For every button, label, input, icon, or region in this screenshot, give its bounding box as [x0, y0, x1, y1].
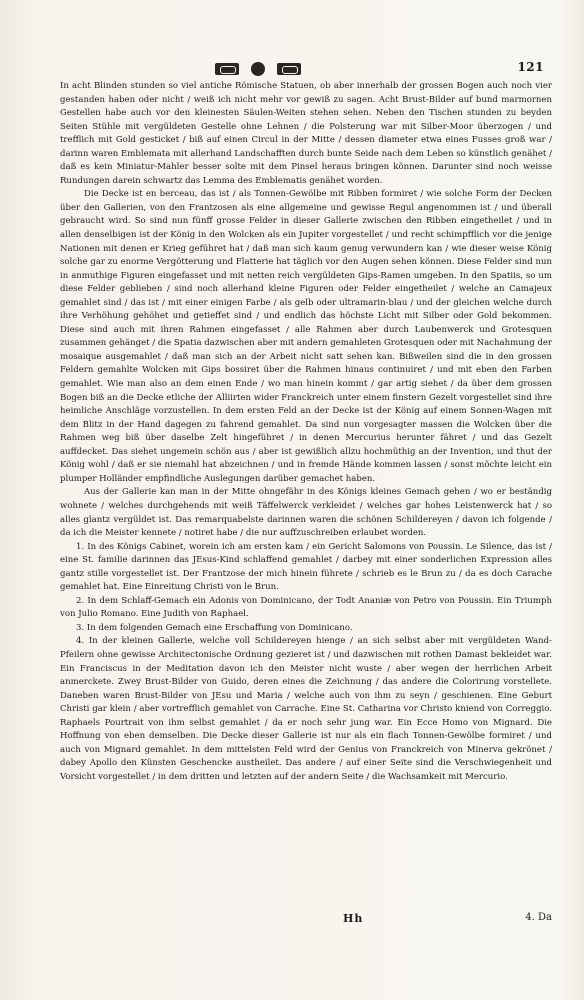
ornament-center-icon — [251, 62, 265, 76]
list-item: 3. In dem folgenden Gemach eine Erschaffung von Dominicano. — [76, 622, 353, 633]
paragraph: Aus der Gallerie kan man in der Mitte ohngefähr in des Königs kleines Gemach gehen / wo er beständig wohnete / welches durchgehends mit weiß Täffelwerck verkleidet / welches gar hohes Leistenwerck hat / so alles glantz vergüldet ist. Das remarquabelste darinnen waren die schönen Schildereyen / davon ich folgende / da ich die Meister kennete / notiret habe / die nur auffzuschreiben erlaubet worden. — [60, 487, 552, 539]
list-item: 4. In der kleinen Gallerie, welche voll Schildereyen hienge / an sich selbst aber mit vergüldeten Wand-Pfeilern ohne gewisse Architectonische Ordnung gezieret ist / und dazwischen mit rothen Damast bekleidet war. Ein Franciscus in der Meditation davon ich den Meister nicht wuste / aber wegen der herrlichen Arbeit anmerckete. Zwey Brust-Bilder von Guido, deren eines die Zeichnung / das andere die Colorirung vorstellete. Daneben waren Brust-Bilder von JEsu und Maria / welche auch von ihm zu seyn / geschienen. Eine Geburt Christi gar klein / aber vortrefflich gemahlet von Carrache. Eine St. Catharina vor Christo kniend von Correggio. Raphaels Pourtrait von ihm selbst gemahlet / da er noch sehr jung war. Ein Ecce Homo von Mignard. Die Hoffnung von eben demselben. Die Decke dieser Gallerie ist nur als ein flach Tonnen-Gewölbe formiret / und auch von Mignard gemahlet. In dem mittelsten Feld wird der Genius von Franckreich von Minerva gekrönet / dabey Apollo den Künsten Geschencke austheilet. Das andere / auf einer Seite sind die Verschwiegenheit und Vorsicht vorgestellet / in dem dritten und letzten auf der andern Seite / die Wachsamkeit mit Mercurio. — [60, 636, 552, 782]
body-text — [60, 80, 552, 784]
page-footer — [60, 912, 552, 928]
list-item: 1. In des Königs Cabinet, worein ich am ersten kam / ein Gericht Salomons von Poussin. Le Silence, das ist / eine St. familie darinnen das JEsus-Kind schlaffend gemahlet / darbey mit einer sonderlichen Expression alles gantz stille vorgestellet ist. Der Frantzose der mich hinein führete / schrieb es le Brun zu / da es doch Carache gemahlet hat. Eine Einreitung Christi von le Brun. — [60, 541, 552, 593]
list-item: 2. In dem Schlaff-Gemach ein Adonis von Dominicano, der Todt Ananiæ von Petro von Poussin. Ein Triumph von Julio Romano. Eine Judith von Raphael. — [60, 595, 552, 620]
page-number: 121 — [517, 60, 544, 74]
paragraph: Die Decke ist en berceau, das ist / als Tonnen-Gewölbe mit Ribben formiret / wie solche Form der Decken über den Gallerien, von den Frantzosen als eine allgemeine und gewisse Regul angenommen ist / und überall gebraucht wird. So sind nun fünff grosse Felder in dieser Gallerie zwischen den Ribben eingetheilet / und in allen denselbigen ist der König in den Wolcken als ein Jupiter vorgestellet / und recht schimpfflich vor die jenige Nationen mit denen er Krieg geführet hat / daß man sich kaum genug verwundern kan / wie dieser weise König solche gar zu enorme Vergötterung und Flatterie hat täglich vor den Augen sehen können. Diese Felder sind nun in anmuthige Figuren eingefasset und mit netten reich vergüldeten Gips-Ramen umgeben. In den Spatiis, so um diese Felder geblieben / sind noch allerhand kleine Figuren oder Felder eingetheilet / welche an Camajeux gemahlet sind / das ist / mit einer einigen Farbe / als gelb oder ultramarin-blau / und der gleichen welche durch ihre Verhöhung gehöhet und getieffet sind / und endlich das höchste Licht mit Silber oder Gold bekommen. Diese sind auch mit ihren Rahmen eingefasset / alle Rahmen aber durch Laubenwerck und Grotesquen zusammen gehänget / die Spatia dazwischen aber mit andern gemahleten Grotesquen oder mit Nachahmung der mosaique ausgemahlet / daß man sich an der Arbeit nicht satt sehen kan. Bißweilen sind die in den grossen Feldern gemahlte Wolcken mit Gips bossiret über die Rahmen hinaus continuiret / und mit eben den Farben gemahlet. Wie man also an dem einen Ende / wo man hinein kommt / gar artig siehet / da über dem grossen Bogen biß an die Decke etliche der Alliirten wider Franckreich unter einem finstern Gezelt vorgestellet sind ihre heimliche Anschläge vorzustellen. In dem ersten Feld an der Decke ist der König auf einem Sonnen-Wagen mit dem Blitz in der Hand dagegen zu fahrend gemahlet. Da sind nun vorgesagter massen die Wolcken über die Rahmen weg biß über daselbe Zelt hingeführet / in denen Mercurius herunter fähret / und das Gezelt auffdecket. Das siehet ungemein schön aus / aber ist gewißlich allzu hochmüthig an der Invention, und thut der König wohl / daß er sie niemahl hat abzeichnen / und in fremde Hände kommen lassen / sonst möchte leicht ein plumper Holländer empfindliche Auslegungen darüber gemachet haben. — [60, 189, 552, 484]
signature-mark: Hh — [343, 912, 364, 925]
catchword: 4. Da — [525, 912, 552, 923]
ornament-right-icon — [277, 63, 301, 75]
paragraph: In acht Blinden stunden so viel antiche Römische Statuen, ob aber innerhalb der grossen Bogen auch noch vier gestanden haben oder nicht / weiß ich nicht mehr vor gewiß zu sagen. Acht Brust-Bilder auf bund marmornen Gestellen habe auch vor den kleinesten Säulen-Weiten stehen sehen. Neben den Tischen stunden zu beyden Seiten Stühle mit vergüldeten Gestelle ohne Lehnen / die Polsterung war mit Silber-Moor überzogen / und trefflich mit Gold gesticket / biß auf einen Circul in der Mitte / dessen diameter etwa eines Fusses groß war / darinn waren Emblemata mit allerhand Landschafften durch bunte Seide nach dem Leben so künstlich genähet / daß es kein Miniatur-Mahler besser solte mit dem Pinsel heraus bringen können. Darunter sind noch weisse Rundungen darein schwartz das Lemma des Emblematis genähet worden. — [60, 81, 552, 186]
ornament-left-icon — [215, 63, 239, 75]
headpiece-ornament — [215, 62, 301, 76]
